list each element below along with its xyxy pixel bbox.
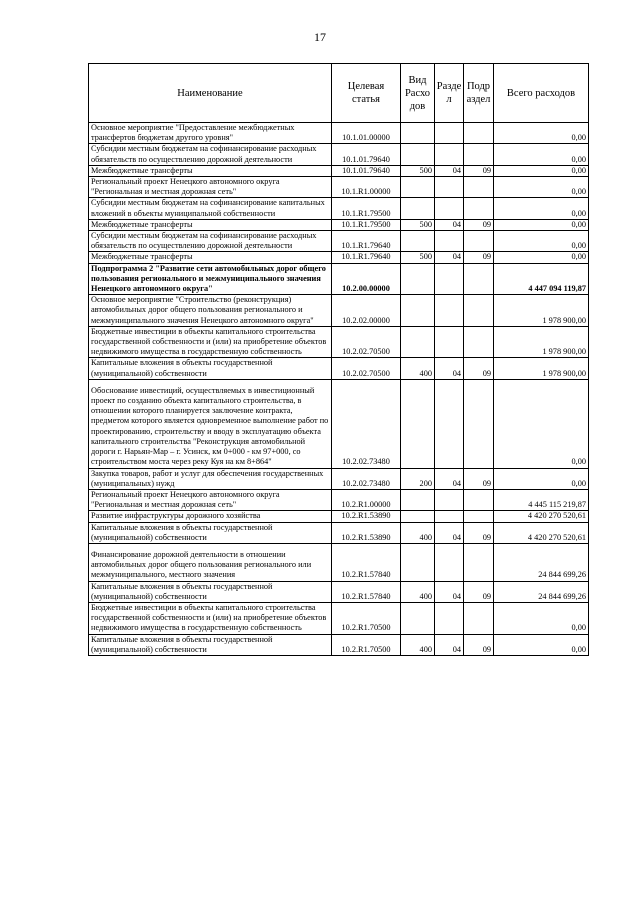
- cell-section: [435, 581, 464, 602]
- cell-section: [435, 198, 464, 219]
- cell-subsection: [464, 144, 494, 165]
- cell-name-text: Капитальные вложения в объекты государственной (муниципальной) собственности: [91, 581, 273, 601]
- cell-name: [89, 543, 332, 581]
- table-row: [89, 165, 589, 176]
- cell-target-article-text: 10.2.02.73480: [342, 478, 390, 488]
- cell-section: [435, 379, 464, 468]
- cell-subsection-text: 09: [482, 591, 491, 601]
- cell-expense-type: [401, 263, 435, 295]
- cell-name: [89, 165, 332, 176]
- cell-target-article: [332, 252, 401, 263]
- cell-total: [494, 123, 589, 144]
- cell-total-text: 24 844 699,26: [538, 591, 586, 601]
- cell-target-article-text: 10.2.R1.53890: [341, 511, 391, 521]
- cell-target-article-text: 10.2.R1.00000: [341, 500, 391, 510]
- cell-target-article: [332, 358, 401, 379]
- cell-name-text: Бюджетные инвестиции в объекты капитального строительства государственной собственности и (или) на приобретение объектов недвижимого имущества в государственную собственность: [91, 602, 327, 633]
- table-body: [89, 123, 589, 656]
- header-subsection: Подр аздел: [464, 64, 494, 123]
- cell-total: [494, 543, 589, 581]
- table-row: [89, 522, 589, 543]
- cell-total-text: 4 447 094 119,87: [528, 284, 586, 294]
- cell-section: [435, 165, 464, 176]
- cell-total-text: 1 978 900,00: [542, 347, 586, 357]
- cell-section: [435, 219, 464, 230]
- cell-target-article: [332, 634, 401, 655]
- cell-name: [89, 123, 332, 144]
- cell-subsection: [464, 581, 494, 602]
- cell-total: [494, 489, 589, 510]
- cell-section: [435, 511, 464, 522]
- cell-target-article-text: 10.1.01.00000: [342, 133, 390, 143]
- cell-expense-type: [401, 144, 435, 165]
- cell-name-text: Субсидии местным бюджетам на софинансирование расходных обязательств по осуществлению дорожной деятельности: [91, 231, 317, 251]
- cell-expense-type: [401, 177, 435, 198]
- cell-target-article: [332, 219, 401, 230]
- cell-name-text: Обоснование инвестиций, осуществляемых в инвестиционный проект по созданию объекта капитального строительства, в отношении которого планируется заключение контракта, предметом которого является одновременное выполнение работ по проектированию, строительству и вводу в эксплуатацию объекта капитального строительства "Реконструкция автомобильной дороги г. Нарьян-Мар – г. Усинск, км 0+000 - км 97+000, со строительством моста через реку Куя на км 8+864": [91, 385, 329, 467]
- cell-subsection: [464, 123, 494, 144]
- cell-total: [494, 358, 589, 379]
- cell-expense-type: [401, 634, 435, 655]
- cell-subsection: [464, 511, 494, 522]
- cell-total: [494, 602, 589, 634]
- table-row: [89, 358, 589, 379]
- cell-total-text: 0,00: [571, 133, 586, 143]
- table-row: [89, 634, 589, 655]
- cell-expense-type: [401, 219, 435, 230]
- cell-target-article-text: 10.2.02.70500: [342, 368, 390, 378]
- cell-total: [494, 326, 589, 358]
- cell-subsection-text: 09: [482, 532, 491, 542]
- table-header-row: [89, 64, 589, 123]
- cell-subsection: [464, 198, 494, 219]
- cell-name: [89, 295, 332, 327]
- cell-subsection-text: 09: [482, 252, 491, 262]
- cell-target-article: [332, 581, 401, 602]
- cell-target-article: [332, 602, 401, 634]
- cell-total-text: 0,00: [571, 252, 586, 262]
- cell-total-text: 0,00: [571, 154, 586, 164]
- cell-section: [435, 543, 464, 581]
- cell-subsection: [464, 295, 494, 327]
- cell-target-article: [332, 489, 401, 510]
- cell-target-article-text: 10.1.01.79640: [342, 165, 390, 175]
- cell-name: [89, 263, 332, 295]
- cell-target-article: [332, 177, 401, 198]
- cell-total: [494, 165, 589, 176]
- cell-total-text: 0,00: [571, 644, 586, 654]
- cell-name: [89, 177, 332, 198]
- cell-section: [435, 522, 464, 543]
- table-row: [89, 602, 589, 634]
- cell-section: [435, 326, 464, 358]
- cell-name-text: Развитие инфраструктуры дорожного хозяйства: [91, 511, 261, 521]
- cell-total-text: 0,00: [571, 208, 586, 218]
- table-row: [89, 144, 589, 165]
- cell-expense-type: [401, 602, 435, 634]
- cell-name: [89, 198, 332, 219]
- table-row: [89, 231, 589, 252]
- cell-name-text: Финансирование дорожной деятельности в отношении автомобильных дорог общего пользования регионального или межмуниципального, местного значения: [91, 549, 312, 580]
- cell-total-text: 0,00: [571, 457, 586, 467]
- cell-name: [89, 511, 332, 522]
- cell-section-text: 04: [452, 591, 461, 601]
- cell-target-article-text: 10.2.02.70500: [342, 347, 390, 357]
- cell-subsection: [464, 177, 494, 198]
- cell-section: [435, 358, 464, 379]
- cell-name: [89, 468, 332, 489]
- cell-total: [494, 511, 589, 522]
- cell-total-text: 0,00: [571, 219, 586, 229]
- cell-total: [494, 231, 589, 252]
- cell-target-article-text: 10.1.R1.79640: [341, 252, 391, 262]
- header-name: Наименование: [89, 64, 332, 123]
- cell-expense-type: [401, 468, 435, 489]
- cell-target-article-text: 10.2.R1.70500: [341, 644, 391, 654]
- cell-section: [435, 252, 464, 263]
- cell-subsection: [464, 219, 494, 230]
- cell-expense-type-text: 400: [419, 532, 432, 542]
- cell-total: [494, 634, 589, 655]
- cell-total-text: 0,00: [571, 241, 586, 251]
- cell-expense-type: [401, 231, 435, 252]
- table-row: [89, 177, 589, 198]
- cell-expense-type: [401, 581, 435, 602]
- table-row: [89, 511, 589, 522]
- cell-name-text: Капитальные вложения в объекты государственной (муниципальной) собственности: [91, 358, 273, 378]
- cell-expense-type: [401, 198, 435, 219]
- cell-name-text: Межбюджетные трансферты: [91, 252, 193, 262]
- cell-total: [494, 468, 589, 489]
- cell-subsection-text: 09: [482, 644, 491, 654]
- header-total: Всего расходов: [494, 64, 589, 123]
- cell-target-article-text: 10.2.R1.70500: [341, 623, 391, 633]
- cell-section: [435, 123, 464, 144]
- cell-expense-type: [401, 358, 435, 379]
- cell-subsection-text: 09: [482, 219, 491, 229]
- table-row: [89, 295, 589, 327]
- cell-section: [435, 602, 464, 634]
- cell-expense-type: [401, 165, 435, 176]
- cell-total: [494, 581, 589, 602]
- cell-section-text: 04: [452, 478, 461, 488]
- table-row: [89, 263, 589, 295]
- header-expense-type: Вид Расхо дов: [401, 64, 435, 123]
- cell-section: [435, 231, 464, 252]
- cell-section: [435, 634, 464, 655]
- cell-target-article-text: 10.1.R1.00000: [341, 187, 391, 197]
- cell-subsection: [464, 522, 494, 543]
- page-number: 17: [314, 30, 326, 44]
- table-row: [89, 198, 589, 219]
- cell-section-text: 04: [452, 532, 461, 542]
- header-target-article: Целевая статья: [332, 64, 401, 123]
- cell-expense-type-text: 200: [419, 478, 432, 488]
- expenditure-table: [88, 63, 589, 656]
- cell-name: [89, 581, 332, 602]
- cell-section: [435, 177, 464, 198]
- cell-name-text: Капитальные вложения в объекты государственной (муниципальной) собственности: [91, 522, 273, 542]
- table-row: [89, 326, 589, 358]
- cell-subsection: [464, 602, 494, 634]
- cell-target-article: [332, 522, 401, 543]
- cell-target-article: [332, 295, 401, 327]
- cell-target-article-text: 10.1.R1.79640: [341, 241, 391, 251]
- cell-expense-type: [401, 123, 435, 144]
- cell-target-article-text: 10.2.02.73480: [342, 457, 390, 467]
- cell-total-text: 1 978 900,00: [542, 315, 586, 325]
- cell-subsection: [464, 489, 494, 510]
- cell-expense-type: [401, 252, 435, 263]
- cell-section-text: 04: [452, 368, 461, 378]
- cell-section-text: 04: [452, 165, 461, 175]
- cell-total-text: 0,00: [571, 478, 586, 488]
- cell-target-article: [332, 468, 401, 489]
- header-section: Разде л: [435, 64, 464, 123]
- cell-expense-type: [401, 511, 435, 522]
- cell-section-text: 04: [452, 644, 461, 654]
- cell-name: [89, 252, 332, 263]
- cell-total: [494, 295, 589, 327]
- cell-name-text: Субсидии местным бюджетам на софинансирование капитальных вложений в объекты муниципальной собственности: [91, 198, 325, 218]
- cell-target-article: [332, 165, 401, 176]
- cell-subsection-text: 09: [482, 478, 491, 488]
- cell-name-text: Межбюджетные трансферты: [91, 219, 193, 229]
- cell-subsection-text: 09: [482, 165, 491, 175]
- cell-total-text: 4 420 270 520,61: [527, 511, 586, 521]
- cell-subsection: [464, 543, 494, 581]
- table-row: [89, 252, 589, 263]
- cell-target-article: [332, 511, 401, 522]
- cell-total-text: 24 844 699,26: [538, 570, 586, 580]
- cell-name-text: Капитальные вложения в объекты государственной (муниципальной) собственности: [91, 634, 273, 654]
- cell-total: [494, 177, 589, 198]
- table-row: [89, 379, 589, 468]
- cell-target-article-text: 10.1.01.79640: [342, 154, 390, 164]
- cell-name: [89, 489, 332, 510]
- cell-expense-type-text: 500: [419, 252, 432, 262]
- cell-section-text: 04: [452, 219, 461, 229]
- cell-section: [435, 295, 464, 327]
- cell-name: [89, 358, 332, 379]
- cell-name: [89, 379, 332, 468]
- cell-name: [89, 522, 332, 543]
- cell-target-article: [332, 263, 401, 295]
- cell-subsection: [464, 358, 494, 379]
- cell-target-article-text: 10.2.R1.57840: [341, 570, 391, 580]
- cell-name-text: Основное мероприятие "Предоставление межбюджетных трансфертов бюджетам другого уровня": [91, 123, 295, 143]
- cell-target-article: [332, 231, 401, 252]
- cell-subsection: [464, 634, 494, 655]
- cell-expense-type: [401, 379, 435, 468]
- cell-section: [435, 489, 464, 510]
- cell-total: [494, 219, 589, 230]
- cell-target-article-text: 10.1.R1.79500: [341, 208, 391, 218]
- cell-section: [435, 468, 464, 489]
- table-row: [89, 543, 589, 581]
- cell-name-text: Региональный проект Ненецкого автономного округа "Региональная и местная дорожная сеть": [91, 489, 280, 510]
- cell-name: [89, 219, 332, 230]
- cell-section: [435, 263, 464, 295]
- cell-target-article-text: 10.2.02.00000: [342, 315, 390, 325]
- cell-subsection: [464, 468, 494, 489]
- cell-total-text: 0,00: [571, 165, 586, 175]
- cell-expense-type: [401, 326, 435, 358]
- cell-expense-type: [401, 489, 435, 510]
- cell-expense-type-text: 500: [419, 219, 432, 229]
- cell-total-text: 0,00: [571, 187, 586, 197]
- cell-name-text: Основное мероприятие "Строительство (реконструкция) автомобильных дорог общего пользования регионального и межмуниципального значения Ненецкого автономного округа": [91, 295, 314, 325]
- cell-name: [89, 231, 332, 252]
- cell-total: [494, 522, 589, 543]
- cell-subsection: [464, 231, 494, 252]
- cell-total-text: 0,00: [571, 623, 586, 633]
- cell-target-article: [332, 144, 401, 165]
- table-row: [89, 489, 589, 510]
- cell-subsection: [464, 252, 494, 263]
- cell-section-text: 04: [452, 252, 461, 262]
- cell-name: [89, 634, 332, 655]
- cell-expense-type-text: 400: [419, 368, 432, 378]
- cell-total-text: 4 445 115 219,87: [528, 500, 586, 510]
- table-row: [89, 581, 589, 602]
- table-row: [89, 219, 589, 230]
- cell-subsection: [464, 165, 494, 176]
- cell-name-text: Закупка товаров, работ и услуг для обеспечения государственных (муниципальных) нужд: [91, 468, 324, 488]
- cell-target-article: [332, 198, 401, 219]
- cell-target-article: [332, 379, 401, 468]
- cell-subsection-text: 09: [482, 368, 491, 378]
- cell-total: [494, 263, 589, 295]
- cell-name-text: Бюджетные инвестиции в объекты капитального строительства государственной собственности и (или) на приобретение объектов недвижимого имущества в государственную собственность: [91, 326, 327, 357]
- cell-total-text: 1 978 900,00: [542, 368, 586, 378]
- cell-name: [89, 326, 332, 358]
- cell-total: [494, 144, 589, 165]
- cell-expense-type-text: 500: [419, 165, 432, 175]
- cell-name: [89, 144, 332, 165]
- cell-target-article: [332, 326, 401, 358]
- cell-target-article-text: 10.2.R1.57840: [341, 591, 391, 601]
- cell-expense-type: [401, 522, 435, 543]
- cell-total: [494, 198, 589, 219]
- cell-total: [494, 379, 589, 468]
- cell-target-article-text: 10.1.R1.79500: [341, 219, 391, 229]
- table-row: [89, 123, 589, 144]
- cell-section: [435, 144, 464, 165]
- cell-expense-type-text: 400: [419, 591, 432, 601]
- cell-total-text: 4 420 270 520,61: [527, 532, 586, 542]
- cell-target-article: [332, 123, 401, 144]
- cell-target-article-text: 10.2.00.00000: [342, 284, 390, 294]
- cell-subsection: [464, 263, 494, 295]
- cell-total: [494, 252, 589, 263]
- cell-target-article-text: 10.2.R1.53890: [341, 532, 391, 542]
- cell-subsection: [464, 379, 494, 468]
- cell-expense-type-text: 400: [419, 644, 432, 654]
- cell-target-article: [332, 543, 401, 581]
- cell-name: [89, 602, 332, 634]
- cell-expense-type: [401, 543, 435, 581]
- cell-name-text: Региональный проект Ненецкого автономного округа "Региональная и местная дорожная сеть": [91, 177, 280, 197]
- cell-name-text: Подпрограмма 2 "Развитие сети автомобильных дорог общего пользования регионального и межмуниципального значения Ненецкого автономного округа": [91, 263, 326, 294]
- cell-expense-type: [401, 295, 435, 327]
- cell-name-text: Межбюджетные трансферты: [91, 165, 193, 175]
- table-row: [89, 468, 589, 489]
- cell-subsection: [464, 326, 494, 358]
- cell-name-text: Субсидии местным бюджетам на софинансирование расходных обязательств по осуществлению дорожной деятельности: [91, 144, 317, 164]
